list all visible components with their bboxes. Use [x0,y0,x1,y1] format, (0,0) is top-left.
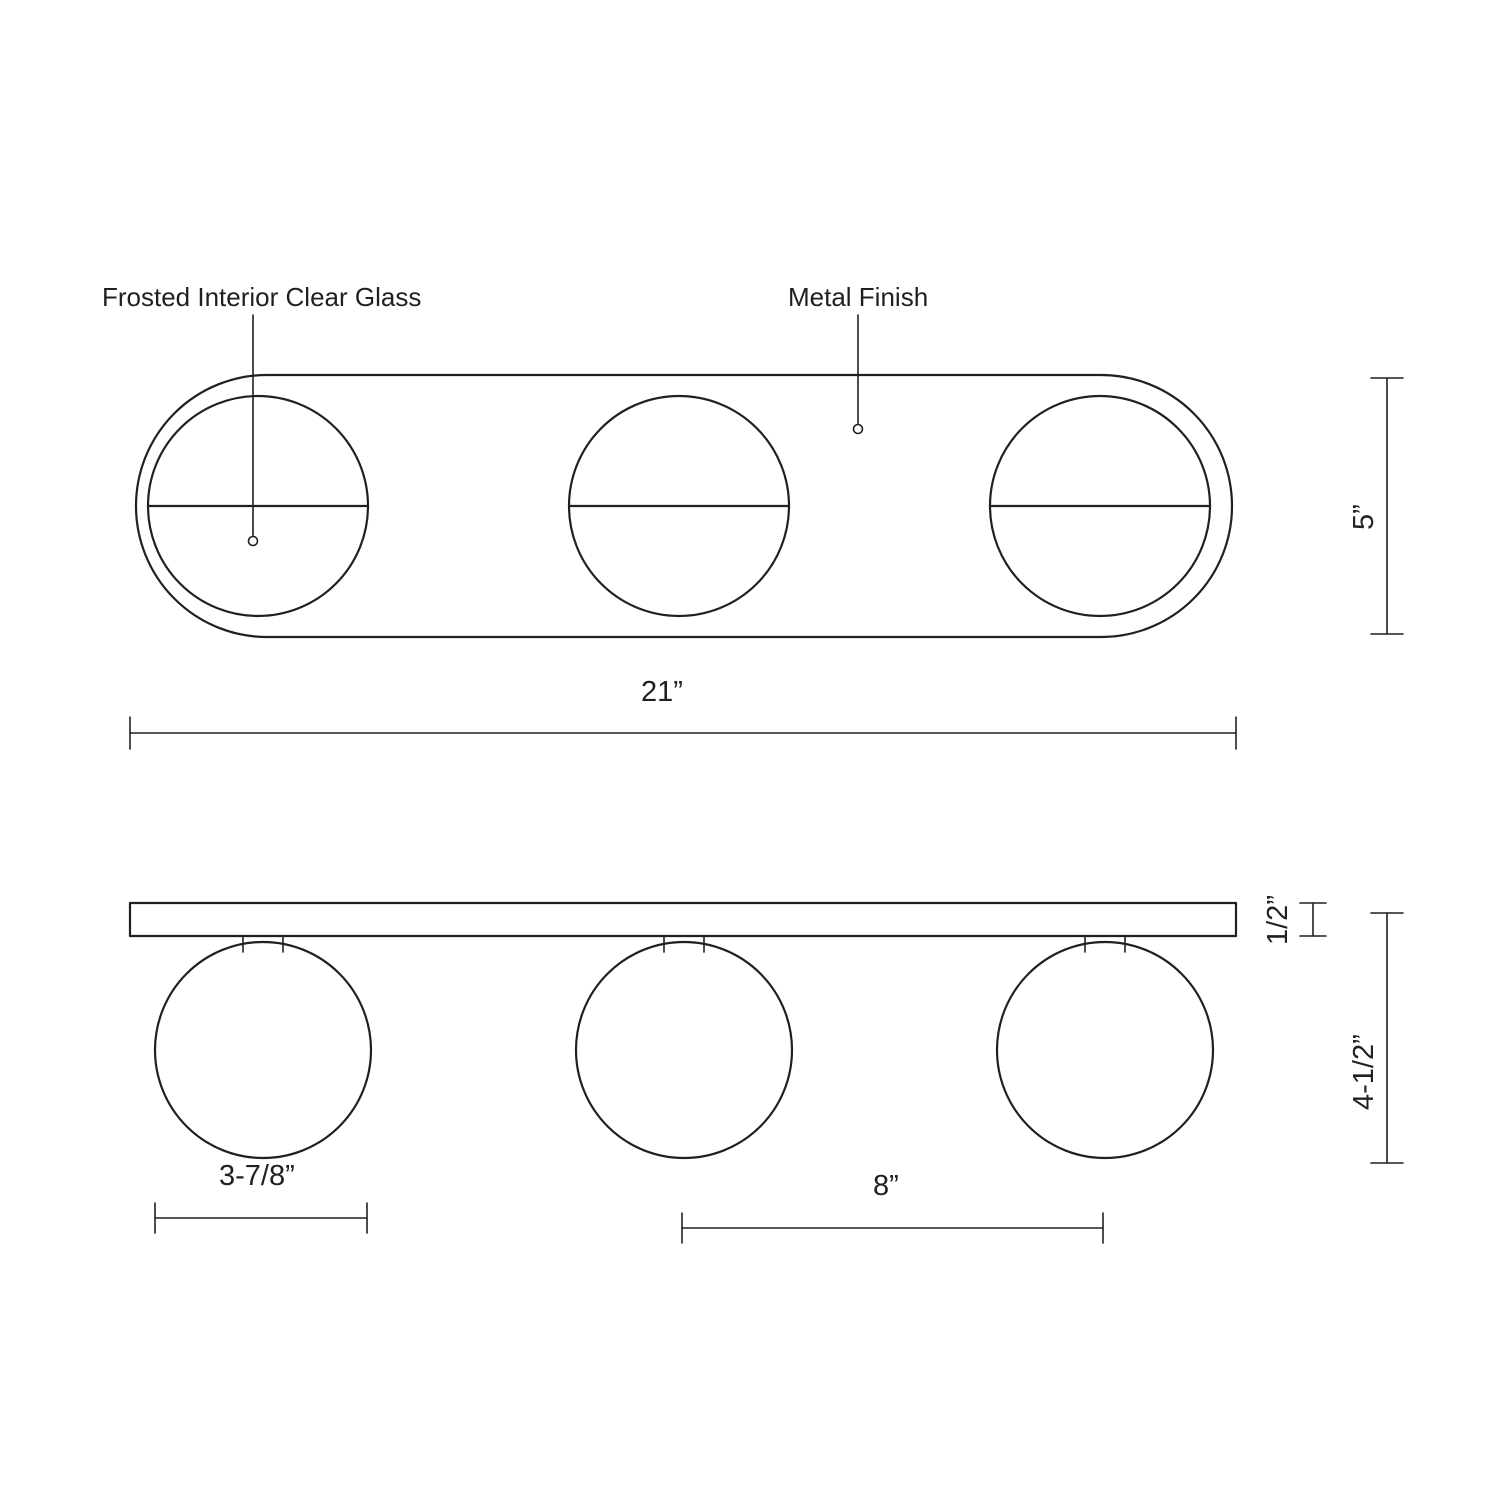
side-globe-1 [155,942,371,1158]
side-view-backplate [130,903,1236,936]
side-globe-3 [997,942,1213,1158]
dimension-label-globe-spacing: 8” [873,1170,899,1202]
callout-label-metal-finish: Metal Finish [788,282,929,312]
dimension-label-globe-drop: 4-1/2” [1348,1034,1380,1110]
dimension-backplate-depth [1300,903,1326,936]
dimension-label-height: 5” [1348,504,1380,530]
front-globe-3 [990,396,1210,616]
dimension-label-width: 21” [641,676,683,708]
callout-leader-glass [249,315,258,546]
dimension-label-globe-diameter: 3-7/8” [219,1160,295,1192]
dimension-globe-spacing [682,1213,1103,1243]
dimension-globe-diameter [155,1203,367,1233]
side-globe-2 [576,942,792,1158]
side-view-stems [243,936,1125,952]
dimension-label-backplate-depth: 1/2” [1262,895,1294,945]
dimension-width-21in [130,717,1236,749]
front-globe-1 [148,396,368,616]
front-globe-2 [569,396,789,616]
callout-label-frosted-glass: Frosted Interior Clear Glass [102,282,422,312]
